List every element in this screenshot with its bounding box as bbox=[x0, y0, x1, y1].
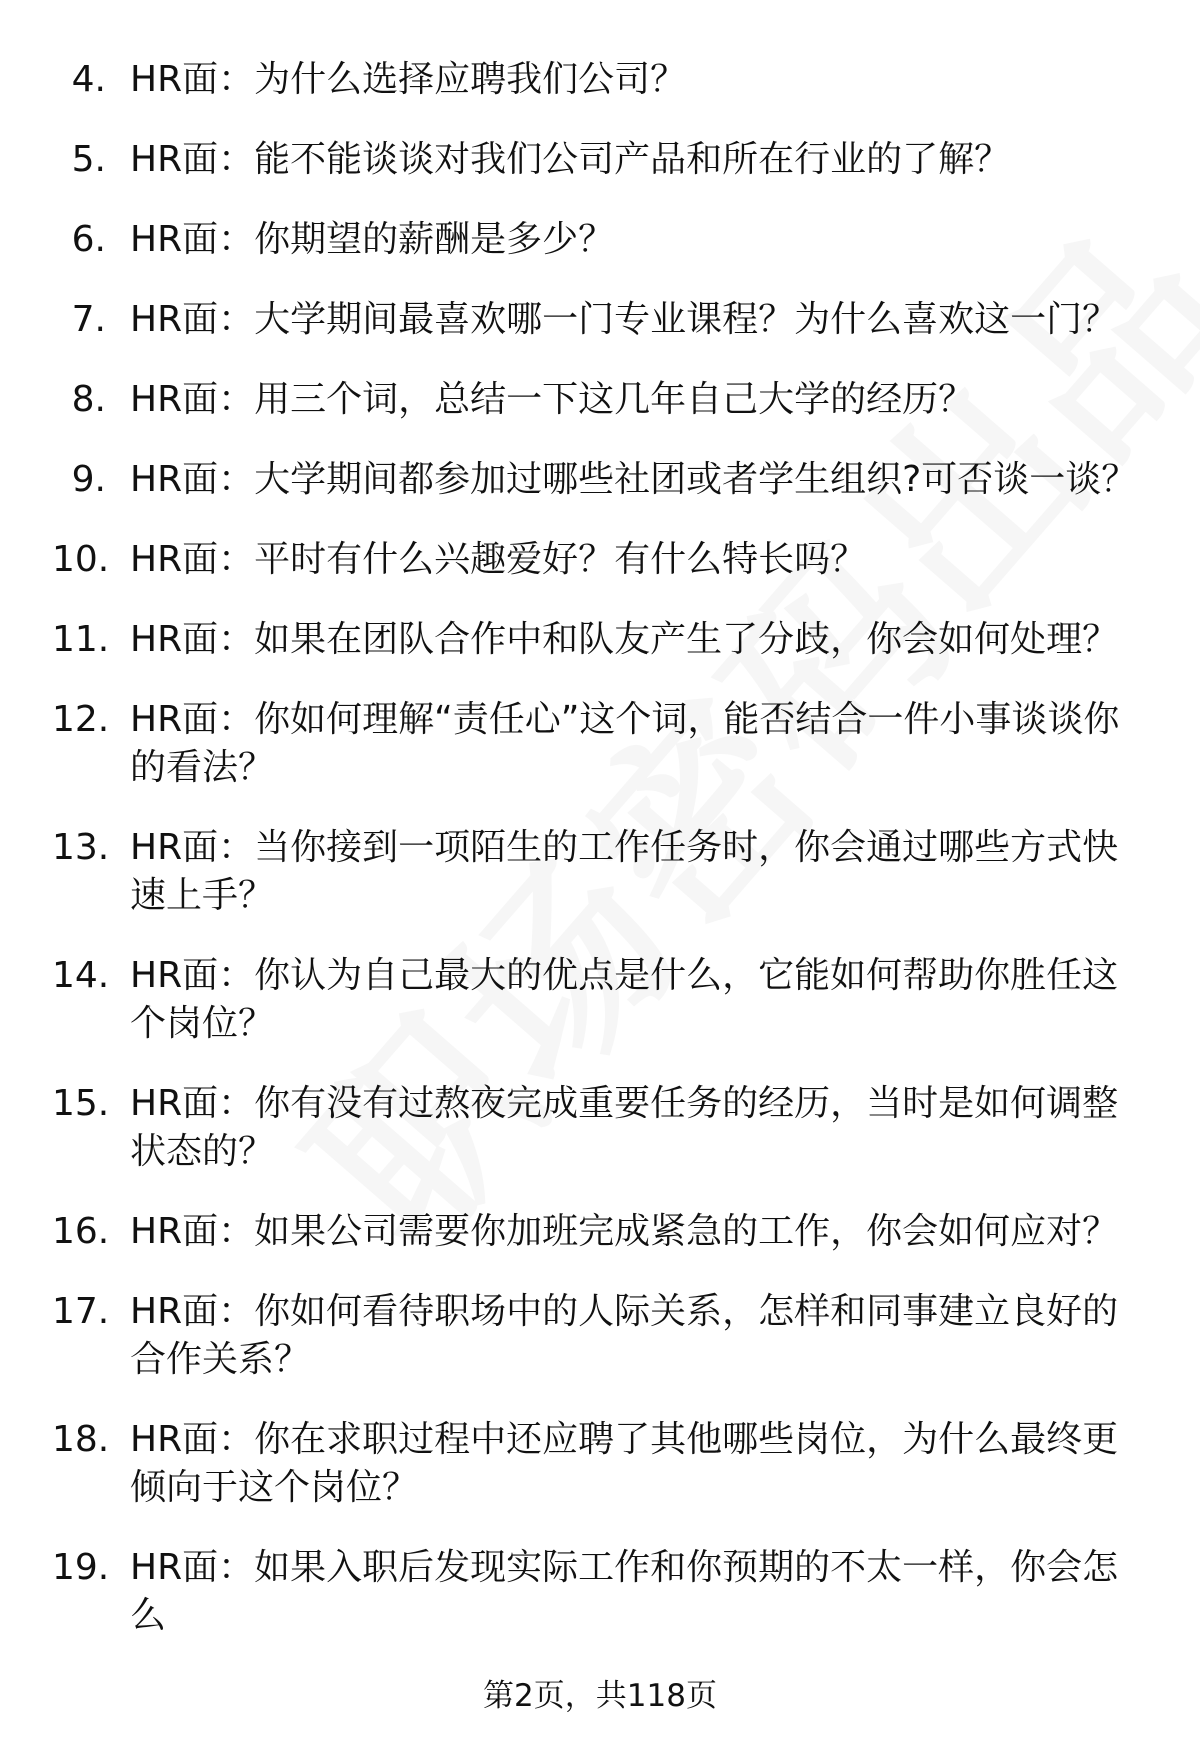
list-number: 4. bbox=[71, 59, 106, 100]
question-text: HR面：你期望的薪酬是多少？ bbox=[130, 219, 615, 260]
list-number: 11. bbox=[52, 619, 110, 660]
list-number: 13. bbox=[52, 827, 110, 868]
list-number: 19. bbox=[52, 1547, 110, 1588]
list-number: 6. bbox=[71, 219, 106, 260]
list-number: 5. bbox=[71, 139, 106, 180]
list-number: 10. bbox=[52, 539, 110, 580]
question-text: HR面：你在求职过程中还应聘了其他哪些岗位，为什么最终更倾向于这个岗位？ bbox=[130, 1419, 1119, 1508]
list-number: 9. bbox=[71, 459, 106, 500]
list-number: 7. bbox=[71, 299, 106, 340]
question-text: HR面：为什么选择应聘我们公司？ bbox=[130, 59, 687, 100]
list-item bbox=[52, 216, 1150, 264]
question-text: HR面：当你接到一项陌生的工作任务时，你会通过哪些方式快速上手？ bbox=[130, 827, 1119, 916]
question-text: HR面：如果在团队合作中和队友产生了分歧，你会如何处理？ bbox=[130, 619, 1119, 660]
question-text: HR面：能不能谈谈对我们公司产品和所在行业的了解？ bbox=[130, 139, 1011, 180]
question-list bbox=[52, 56, 1150, 1672]
list-item bbox=[52, 696, 1150, 792]
list-item bbox=[52, 136, 1150, 184]
list-item bbox=[52, 376, 1150, 424]
page-number: 第2页，共118页 bbox=[483, 1678, 717, 1714]
list-number: 16. bbox=[52, 1211, 110, 1252]
list-number: 8. bbox=[71, 379, 106, 420]
list-item bbox=[52, 616, 1150, 664]
list-item bbox=[52, 1208, 1150, 1256]
list-item bbox=[52, 296, 1150, 344]
question-text: HR面：用三个词，总结一下这几年自己大学的经历？ bbox=[130, 379, 975, 420]
question-text: HR面：你有没有过熬夜完成重要任务的经历，当时是如何调整状态的？ bbox=[130, 1083, 1119, 1172]
list-item bbox=[52, 56, 1150, 104]
list-item bbox=[52, 1544, 1150, 1640]
list-number: 14. bbox=[52, 955, 110, 996]
question-text: HR面：你认为自己最大的优点是什么，它能如何帮助你胜任这个岗位？ bbox=[130, 955, 1119, 1044]
list-number: 18. bbox=[52, 1419, 110, 1460]
list-item bbox=[52, 1416, 1150, 1512]
list-item bbox=[52, 536, 1150, 584]
list-item bbox=[52, 952, 1150, 1048]
question-text: HR面：如果入职后发现实际工作和你预期的不太一样，你会怎么 bbox=[130, 1547, 1119, 1636]
question-text: HR面：平时有什么兴趣爱好？有什么特长吗？ bbox=[130, 539, 867, 580]
list-number: 17. bbox=[52, 1291, 110, 1332]
question-text: HR面：你如何理解“责任心”这个词，能否结合一件小事谈谈你的看法？ bbox=[130, 699, 1120, 788]
list-item bbox=[52, 1080, 1150, 1176]
list-item bbox=[52, 824, 1150, 920]
question-text: HR面：你如何看待职场中的人际关系，怎样和同事建立良好的合作关系？ bbox=[130, 1291, 1119, 1380]
list-item bbox=[52, 1288, 1150, 1384]
list-item bbox=[52, 456, 1150, 504]
question-text: HR面：如果公司需要你加班完成紧急的工作，你会如何应对？ bbox=[130, 1211, 1119, 1252]
question-text: HR面：大学期间都参加过哪些社团或者学生组织?可否谈一谈？ bbox=[130, 459, 1138, 500]
list-number: 12. bbox=[52, 699, 110, 740]
question-text: HR面：大学期间最喜欢哪一门专业课程？为什么喜欢这一门？ bbox=[130, 299, 1119, 340]
list-number: 15. bbox=[52, 1083, 110, 1124]
